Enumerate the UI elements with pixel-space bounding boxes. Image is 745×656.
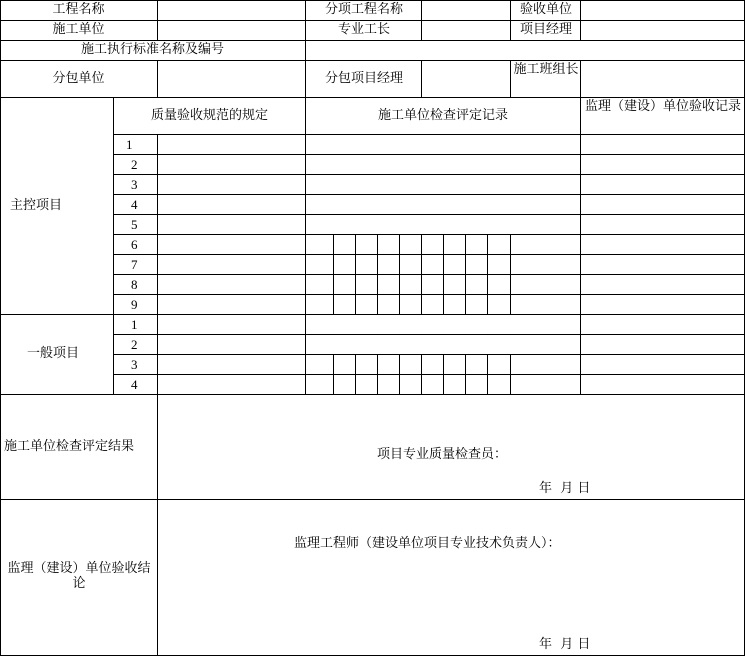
subcontractor-label: 分包单位 [52, 71, 105, 86]
row-number: 4 [131, 197, 138, 212]
main-control-label: 主控项目 [10, 198, 63, 213]
conclusion-date-label: 年 月 日 [539, 637, 591, 652]
row-number: 1 [131, 317, 138, 332]
standard-label: 施工执行标准名称及编号 [80, 42, 224, 57]
sub-item-name-label: 分项工程名称 [324, 2, 403, 17]
team-leader-label: 施工班组长 [513, 62, 579, 77]
supervision-record-column-header: 监理（建设）单位验收记录 [584, 99, 741, 114]
inspector-signature-label: 项目专业质量检查员： [377, 447, 508, 462]
foreman-label: 专业工长 [337, 22, 390, 37]
project-name-label: 工程名称 [52, 2, 105, 17]
row-number: 3 [131, 357, 138, 372]
project-manager-label: 项目经理 [519, 22, 572, 37]
check-result-label: 施工单位检查评定结果 [4, 439, 135, 454]
engineer-signature-label: 监理工程师（建设单位项目专业技术负责人）： [294, 536, 561, 551]
row-number: 1 [126, 137, 133, 152]
row-number: 9 [131, 297, 138, 312]
spec-column-header: 质量验收规范的规定 [150, 108, 268, 123]
row-number: 8 [131, 277, 138, 292]
acceptance-conclusion-label: 监理（建设）单位验收结论 [7, 561, 151, 591]
general-items-label: 一般项目 [27, 346, 80, 361]
row-number: 3 [131, 177, 138, 192]
row-number: 2 [131, 337, 138, 352]
row-number: 4 [131, 377, 138, 392]
check-record-column-header: 施工单位检查评定记录 [377, 108, 508, 123]
row-number: 7 [131, 257, 138, 272]
construction-unit-label: 施工单位 [52, 22, 105, 37]
acceptance-unit-label: 验收单位 [519, 2, 572, 17]
row-number: 2 [131, 157, 138, 172]
row-number: 5 [131, 217, 138, 232]
subcontract-pm-label: 分包项目经理 [324, 71, 403, 86]
result-date-label: 年 月 日 [539, 481, 591, 496]
row-number: 6 [131, 237, 138, 252]
